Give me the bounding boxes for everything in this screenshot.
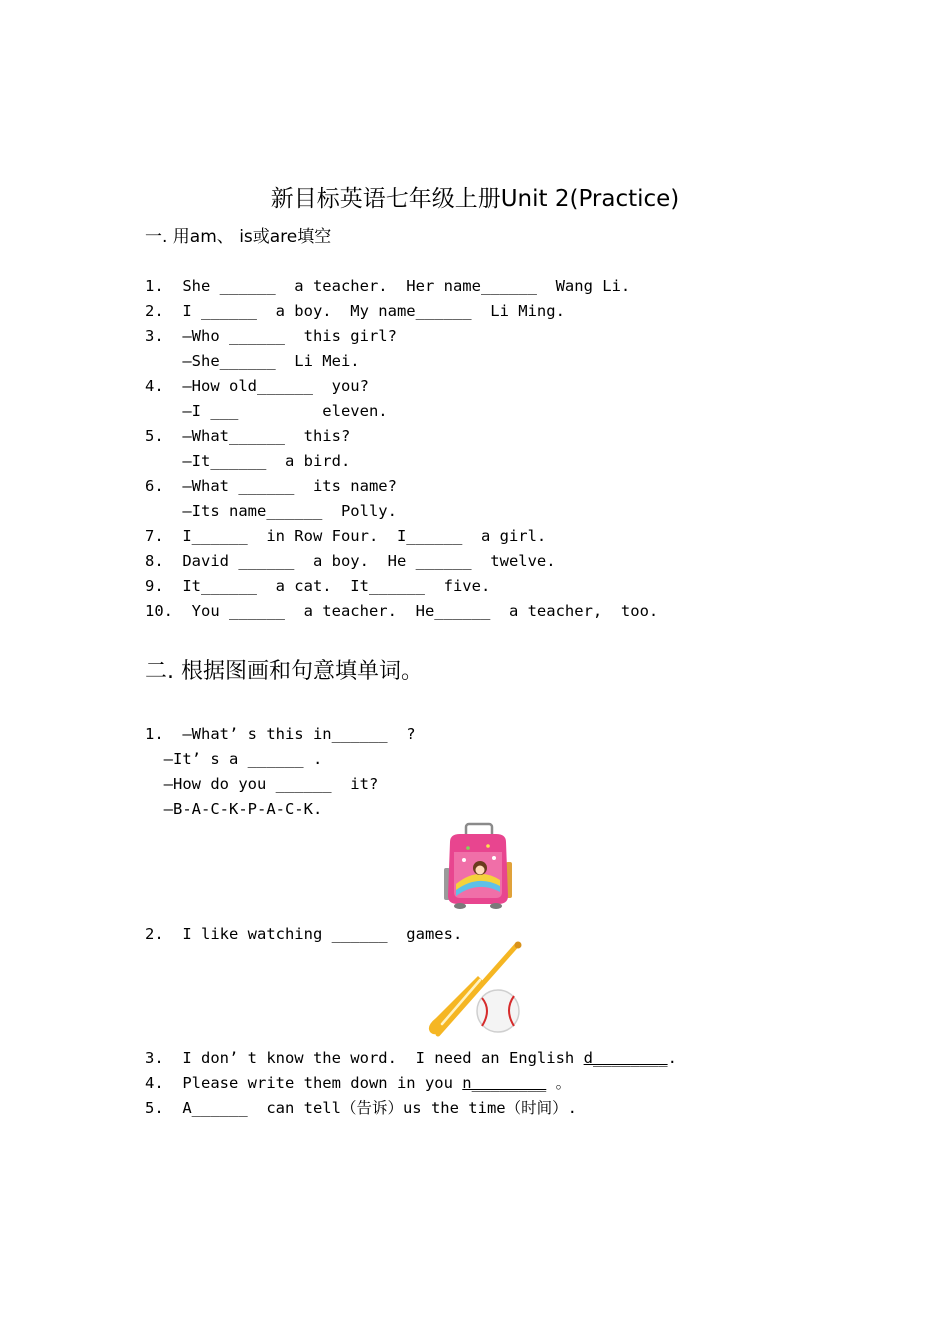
exercise-line: 3. —Who ______ this girl? — [145, 327, 397, 345]
notebook-blank: n________ — [462, 1074, 547, 1092]
question-1-line: —B-A-C-K-P-A-C-K. — [145, 800, 323, 818]
exercise-line: 2. I ______ a boy. My name______ Li Ming. — [145, 302, 565, 320]
page-title: 新目标英语七年级上册Unit 2(Practice) — [270, 186, 680, 212]
exercise-line: 9. It______ a cat. It______ five. — [145, 577, 491, 595]
bat-and-ball-image — [424, 940, 524, 1044]
question-3-text: 3. I don’ t know the word. I need an English — [145, 1049, 584, 1067]
exercise-line: —She______ Li Mei. — [145, 352, 360, 370]
question-2-line: 2. I like watching ______ games. — [145, 925, 463, 943]
question-5-line: 5. A______ can tell（告诉）us the time（时间）. — [145, 1099, 577, 1117]
question-1-line: —It’ s a ______ . — [145, 750, 323, 768]
exercise-line: 6. —What ______ its name? — [145, 477, 397, 495]
exercise-line: 10. You ______ a teacher. He______ a teacher, too. — [145, 602, 659, 620]
question-1-line: —How do you ______ it? — [145, 775, 379, 793]
exercise-line: —Its name______ Polly. — [145, 502, 397, 520]
baseball-bat-icon — [424, 940, 524, 1044]
exercise-line: 1. She ______ a teacher. Her name______ Wang Li. — [145, 277, 631, 295]
question-4-text: 4. Please write them down in you — [145, 1074, 463, 1092]
section-1-heading: 一. 用am、 is或are填空 — [145, 227, 332, 247]
exercise-line: —It______ a bird. — [145, 452, 351, 470]
exercise-line: 8. David ______ a boy. He ______ twelve. — [145, 552, 556, 570]
backpack-image — [438, 822, 518, 910]
question-4-end: 。 — [546, 1074, 572, 1092]
exercise-line: 7. I______ in Row Four. I______ a girl. — [145, 527, 547, 545]
question-1-line: 1. —What’ s this in______ ? — [145, 725, 416, 743]
question-3-line — [145, 1046, 677, 1070]
exercise-line: 4. —How old______ you? — [145, 377, 369, 395]
exercise-line: 5. —What______ this? — [145, 427, 351, 445]
question-4-line — [145, 1071, 571, 1095]
dictionary-blank: d________ — [583, 1049, 668, 1067]
question-3-end: . — [667, 1049, 677, 1067]
exercise-line: —I ___ eleven. — [145, 402, 388, 420]
backpack-icon — [438, 822, 518, 910]
section-2-heading: 二. 根据图画和句意填单词。 — [145, 659, 423, 684]
